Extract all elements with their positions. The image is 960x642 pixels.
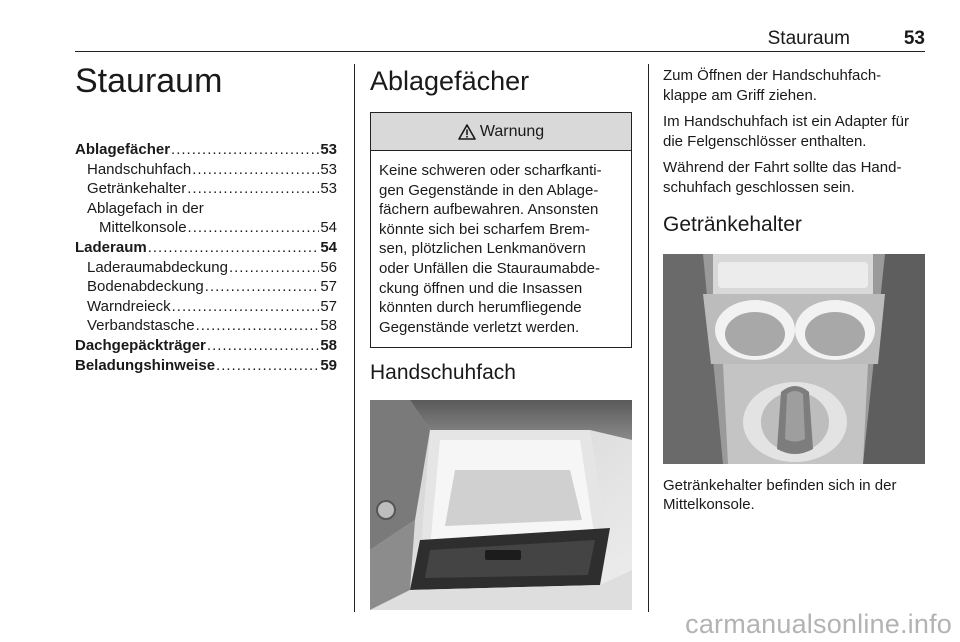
header-rule <box>75 51 925 52</box>
toc-entry[interactable]: Dachgepäckträger ..... 58 <box>75 336 337 356</box>
toc-entry[interactable]: Laderaum ..... 54 <box>75 238 337 258</box>
glovebox-image <box>370 400 632 610</box>
column-divider <box>648 64 649 612</box>
toc-column <box>75 60 337 375</box>
page-number: 53 <box>903 28 925 49</box>
cupholder-heading: Getränkehalter <box>663 212 802 236</box>
warning-heading: Warnung <box>479 122 545 140</box>
toc-entry[interactable]: Bodenabdeckung ..... 57 <box>75 277 337 297</box>
chapter-title: Stauraum <box>75 62 223 100</box>
cupholder-image <box>663 254 925 464</box>
paragraph: Getränkehalter befinden sich in der Mittelkonsole. <box>663 476 897 514</box>
column-divider <box>354 64 355 612</box>
toc-entry[interactable]: Mittelkonsole ..... 54 <box>75 218 337 238</box>
running-header-title: Stauraum <box>767 28 850 49</box>
storage-column <box>370 60 632 610</box>
watermark: carmanualsonline.info <box>685 609 952 639</box>
running-header <box>75 28 925 50</box>
toc-entry[interactable]: Ablagefach in der <box>87 199 204 217</box>
warning-triangle-icon <box>458 124 476 140</box>
glovebox-heading: Handschuhfach <box>370 361 516 385</box>
toc-entry[interactable]: Warndreieck ..... 57 <box>75 297 337 317</box>
warning-header <box>371 113 631 151</box>
toc-entry[interactable]: Verbandstasche ..... 58 <box>75 316 337 336</box>
toc-entry[interactable]: Laderaumabdeckung ..... 56 <box>75 258 337 278</box>
right-column <box>663 66 925 522</box>
toc-entry[interactable]: Handschuhfach ..... 53 <box>75 160 337 180</box>
toc-entry[interactable]: Beladungshinweise ..... 59 <box>75 356 337 376</box>
toc-entry[interactable]: Getränkehalter ..... 53 <box>75 179 337 199</box>
paragraph: Während der Fahrt sollte das Hand- schuhfach geschlossen sein. <box>663 159 902 196</box>
warning-text: Keine schweren oder scharfkanti- gen Gegenstände in den Ablage- fächern aufbewahren. Ansonsten könnte sich bei scharfem Brem- sen, plötzlichen Lenkmanövern oder Unfällen die Stauraumabde- ckung öffnen und die Insassen könnten durch herumfliegende Gegenstände verletzt werden. <box>379 162 602 336</box>
warning-box <box>370 112 632 348</box>
toc-entry[interactable]: Ablagefächer ..... 53 <box>75 140 337 160</box>
table-of-contents <box>75 140 337 375</box>
paragraph: Im Handschuhfach ist ein Adapter für die Felgenschlösser enthalten. <box>663 113 909 150</box>
section-title: Ablagefächer <box>370 66 530 96</box>
paragraph: Zum Öffnen der Handschuhfach- klappe am Griff ziehen. <box>663 67 882 104</box>
